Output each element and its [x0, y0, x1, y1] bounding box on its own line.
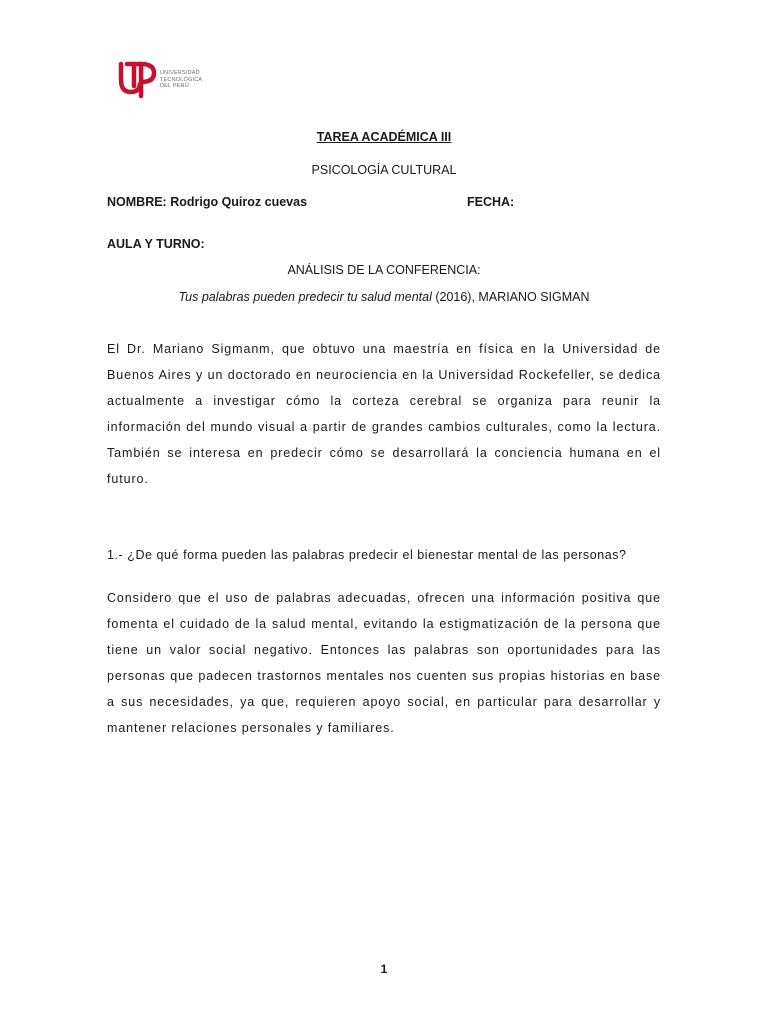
answer-1-paragraph: Considero que el uso de palabras adecuadas, ofrecen una información positiva que fomenta el cuidado de la salud mental, evitando la estigmatización de la persona que tiene un valor social negativo. Entonces las palabras son oportunidades para las personas que padecen trastornos mentales nos cuenten sus propias historias en base a sus necesidades, ya que, requieren apoyo social, en particular para desarrollar y mantener relaciones personales y familiares.	[107, 591, 661, 735]
talk-title: Tus palabras pueden predecir tu salud mental	[178, 290, 432, 304]
intro-paragraph: El Dr. Mariano Sigmanm, que obtuvo una maestría en física en la Universidad de Buenos Aires y un doctorado en neurociencia en la Universidad Rockefeller, se dedica actualmente a investigar cómo la corteza cerebral se organiza para reunir la información del mundo visual a partir de grandes cambios culturales, como la lectura. También se interesa en predecir cómo se desarrollará la conciencia humana en el futuro.	[107, 342, 661, 486]
utp-logo-mark-icon	[117, 58, 159, 100]
analysis-heading: ANÁLISIS DE LA CONFERENCIA:	[287, 263, 481, 277]
logo-line-1: UNIVERSIDAD	[160, 70, 200, 76]
date-label: FECHA:	[467, 195, 515, 209]
logo-line-3: DEL PERÚ	[160, 83, 189, 90]
student-name: NOMBRE: Rodrigo Quiroz cuevas	[107, 195, 308, 209]
conference-title	[0, 290, 768, 304]
talk-year-author: (2016), MARIANO SIGMAN	[431, 290, 590, 304]
utp-logo	[117, 58, 227, 100]
logo-line-2: TECNOLÓGICA	[160, 76, 203, 83]
question-1: 1.- ¿De qué forma pueden las palabras predecir el bienestar mental de las personas?	[107, 548, 627, 562]
utp-logo-text	[160, 70, 202, 90]
document-title: TAREA ACADÉMICA III	[316, 130, 452, 144]
course-subject: PSICOLOGÍA CULTURAL	[311, 163, 457, 177]
aula-turno-label: AULA Y TURNO:	[107, 237, 205, 251]
page-number: 1	[380, 962, 388, 976]
